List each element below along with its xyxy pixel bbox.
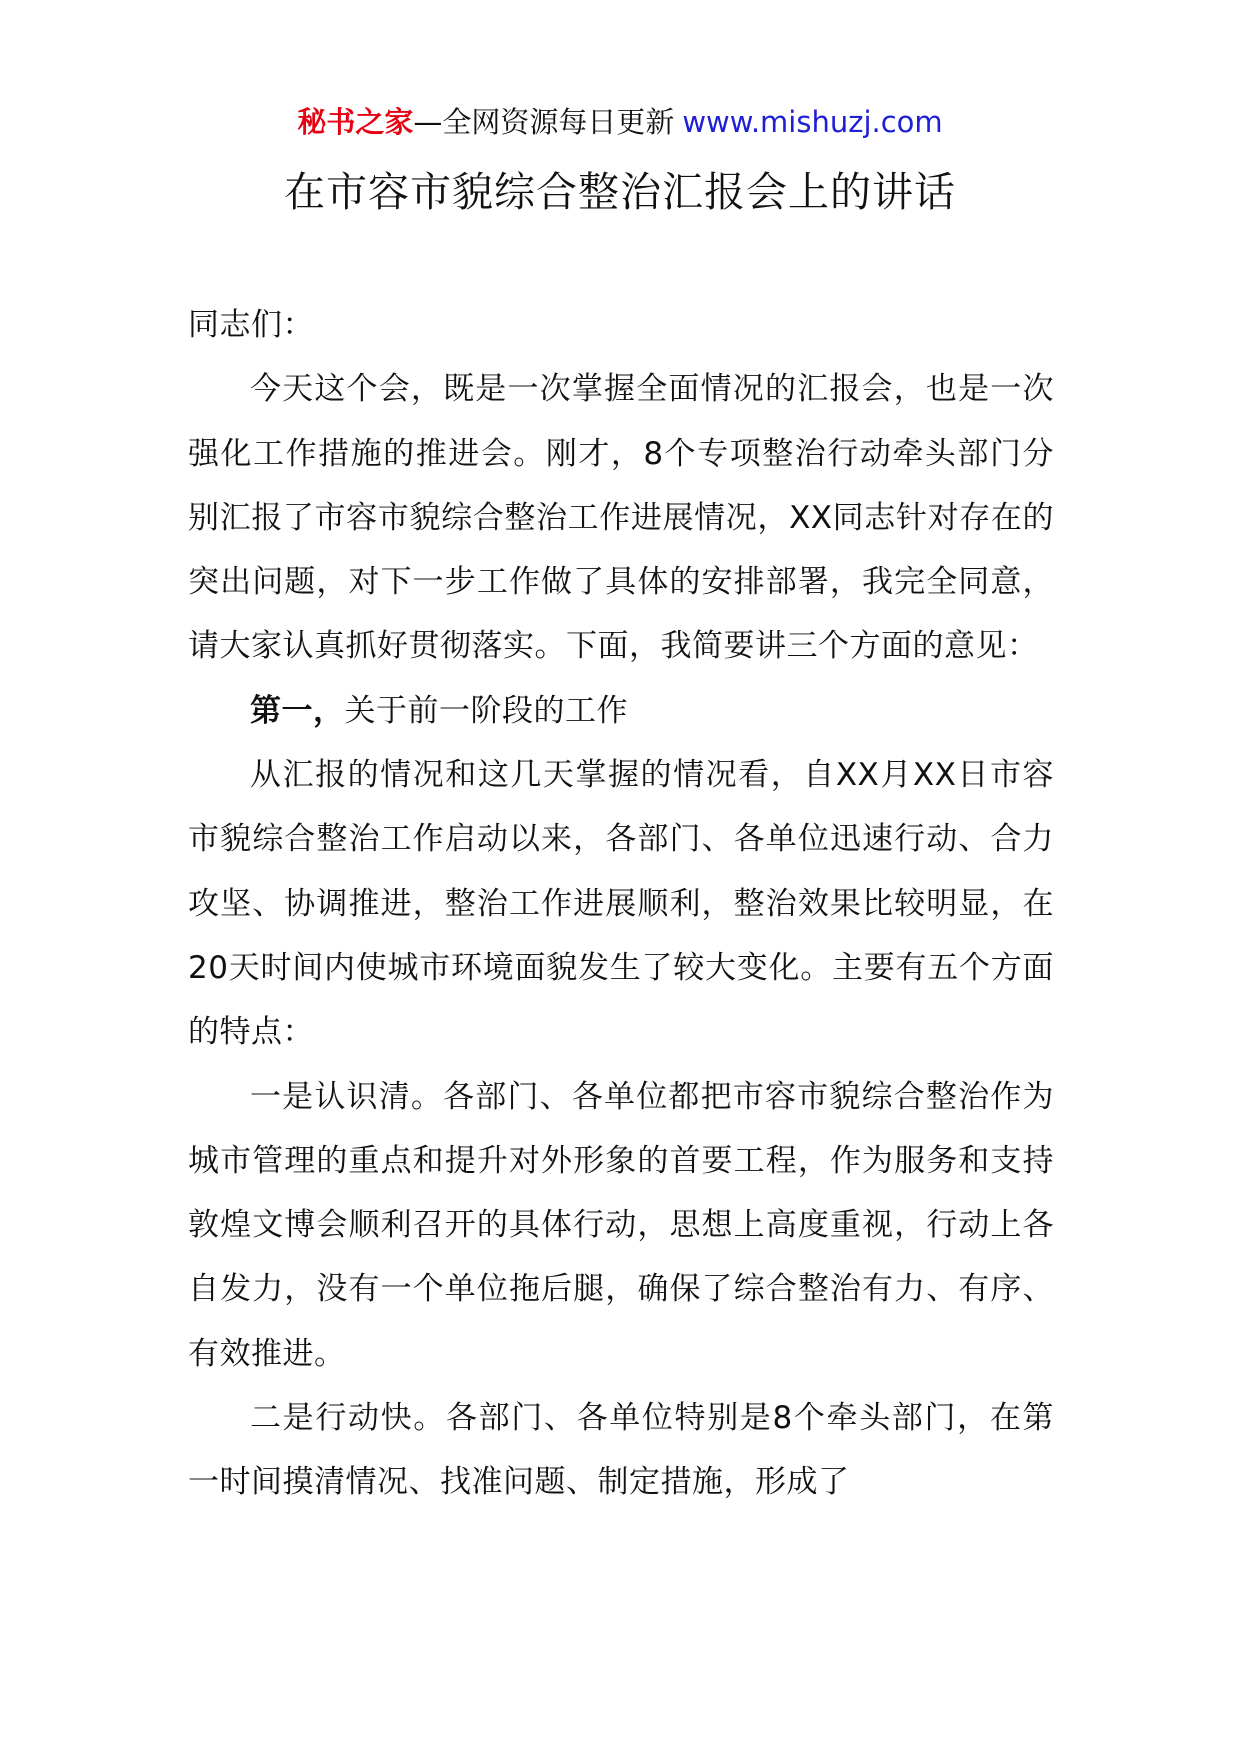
site-link[interactable]: www.mishuzj.com xyxy=(682,105,943,139)
salutation: 同志们： xyxy=(188,307,314,343)
section-heading-text: 关于前一阶段的工作 xyxy=(344,692,628,729)
section-paragraph: 从汇报的情况和这几天掌握的情况看，自XX月XX日市容市貌综合整治工作启动以来，各部门、各单位迅速行动、合力攻坚、协调推进，整治工作进展顺利，整治效果比较明显，在20天时间内使城市环境面貌发生了较大变化。主要有五个方面的特点： xyxy=(188,757,1054,1051)
brand-name: 秘书之家 xyxy=(297,105,414,139)
section-heading-number: 第一， xyxy=(250,692,345,729)
watermark-header xyxy=(0,102,1240,142)
document-body xyxy=(188,293,1054,1515)
document-title: 在市容市貌综合整治汇报会上的讲话 xyxy=(284,168,956,216)
intro-paragraph: 今天这个会，既是一次掌握全面情况的汇报会，也是一次强化工作措施的推进会。刚才，8个专项整治行动牵头部门分别汇报了市容市貌综合整治工作进展情况，XX同志针对存在的突出问题，对下一步工作做了具体的安排部署，我完全同意，请大家认真抓好贯彻落实。下面，我简要讲三个方面的意见： xyxy=(188,371,1054,665)
header-tagline: —全网资源每日更新 xyxy=(413,105,675,139)
point-paragraph-1: 一是认识清。各部门、各单位都把市容市貌综合整治作为城市管理的重点和提升对外形象的首要工程，作为服务和支持敦煌文博会顺利召开的具体行动，思想上高度重视，行动上各自发力，没有一个单位拖后腿，确保了综合整治有力、有序、有效推进。 xyxy=(188,1078,1054,1372)
point-paragraph-2: 二是行动快。各部门、各单位特别是8个牵头部门，在第一时间摸清情况、找准问题、制定措施，形成了 xyxy=(188,1400,1054,1501)
section-heading xyxy=(188,679,1054,743)
